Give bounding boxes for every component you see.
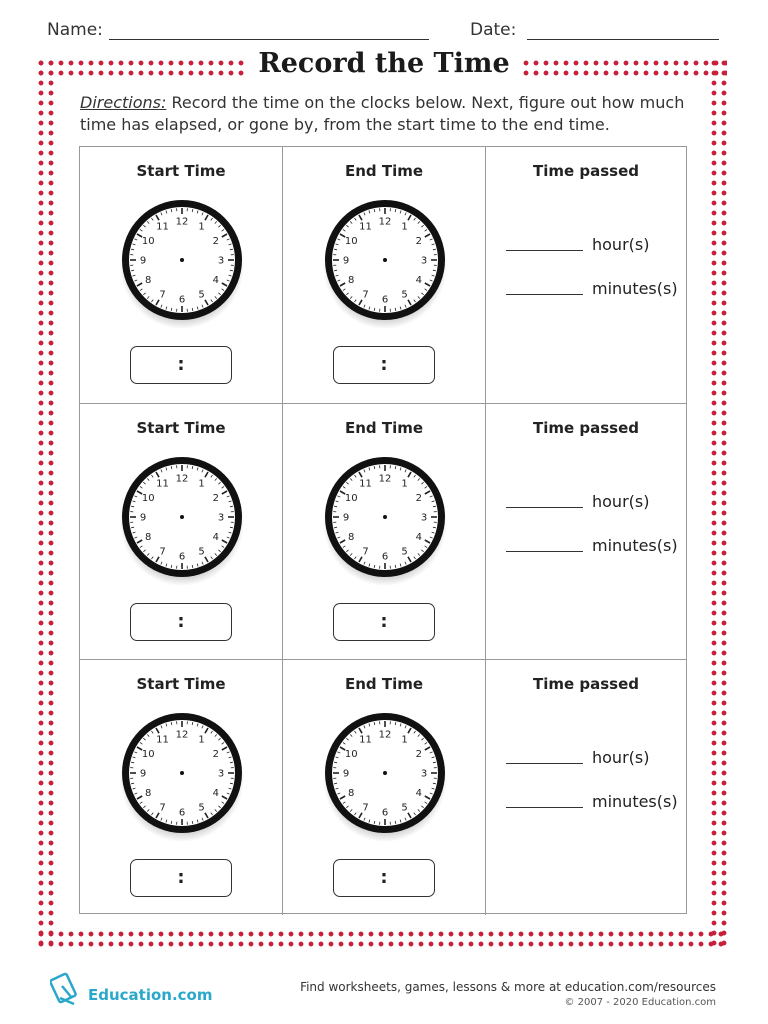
directions (80, 92, 700, 136)
time-passed-cell (486, 147, 686, 403)
minutes-label: minutes(s) (592, 279, 678, 298)
minutes-answer-line[interactable] (506, 807, 583, 808)
start-time-input[interactable]: : (130, 603, 232, 641)
clock-number: 11 (359, 221, 372, 233)
pencil-paper-icon (50, 970, 84, 1006)
date-label: Date: (470, 20, 517, 40)
clock-number: 12 (175, 216, 189, 228)
clock-number: 1 (198, 478, 205, 490)
footer-copyright: © 2007 - 2020 Education.com (564, 997, 716, 1008)
clock-number: 8 (145, 788, 152, 799)
clock-number: 8 (348, 275, 355, 286)
clock-number: 6 (178, 807, 186, 819)
clock-number: 7 (159, 289, 166, 301)
clock-number: 10 (141, 236, 155, 247)
clock-number: 1 (401, 221, 408, 233)
page-title: Record the Time (258, 48, 510, 79)
clock-number: 1 (198, 734, 205, 746)
clock-number: 8 (145, 275, 152, 286)
clock-number: 10 (141, 493, 155, 504)
start-time-heading: Start Time (136, 675, 226, 693)
dotted-border-bottom (38, 931, 727, 947)
clock-number: 3 (217, 255, 225, 267)
clock-number: 2 (212, 236, 219, 247)
clock-number: 2 (415, 493, 422, 504)
end-time-cell (283, 660, 486, 915)
minutes-label: minutes(s) (592, 536, 678, 555)
clock-number: 7 (362, 802, 369, 814)
clock-number: 2 (415, 749, 422, 760)
clock-number: 8 (348, 788, 355, 799)
name-field-line[interactable] (109, 39, 429, 40)
hours-label: hour(s) (592, 492, 650, 511)
time-passed-cell (486, 404, 686, 659)
clock-number: 1 (401, 734, 408, 746)
clock-number: 5 (401, 802, 408, 814)
clock-number: 11 (156, 478, 169, 490)
problem-row-3 (80, 659, 686, 915)
time-passed-heading: Time passed (532, 162, 640, 180)
time-passed-heading: Time passed (532, 675, 640, 693)
hours-answer-line[interactable] (506, 763, 583, 764)
end-time-cell (283, 147, 486, 403)
minutes-label: minutes(s) (592, 792, 678, 811)
directions-text: Record the time on the clocks below. Next, figure out how much time has elapsed, or gone by, from the start time to the end time. (80, 93, 685, 134)
clock-number: 8 (348, 532, 355, 543)
problem-row-2 (80, 403, 686, 659)
clock-number: 3 (217, 512, 225, 524)
clock-number: 3 (420, 768, 428, 780)
clock-number: 4 (415, 532, 422, 543)
clock-face-icon (119, 710, 245, 842)
clock-number: 5 (401, 546, 408, 558)
clock-number: 5 (198, 289, 205, 301)
hours-answer-line[interactable] (506, 507, 583, 508)
header (47, 18, 727, 44)
clock-number: 5 (198, 802, 205, 814)
clock-number: 5 (401, 289, 408, 301)
clock-number: 3 (420, 512, 428, 524)
education-logo[interactable] (50, 970, 213, 1010)
clock-number: 4 (212, 275, 219, 286)
clock-number: 9 (342, 255, 350, 267)
clock-number: 3 (217, 768, 225, 780)
dotted-border-right (711, 60, 727, 947)
minutes-answer-line[interactable] (506, 294, 583, 295)
clock-number: 3 (420, 255, 428, 267)
clock-number: 11 (156, 221, 169, 233)
clock-number: 9 (139, 512, 147, 524)
clock-number: 2 (212, 493, 219, 504)
clock-number: 6 (178, 294, 186, 306)
clock-number: 7 (159, 802, 166, 814)
clock-number: 9 (342, 512, 350, 524)
start-time-heading: Start Time (136, 419, 226, 437)
clock-number: 4 (415, 788, 422, 799)
start-time-heading: Start Time (136, 162, 226, 180)
end-time-heading: End Time (344, 162, 424, 180)
clock-number: 5 (198, 546, 205, 558)
clock-number: 1 (198, 221, 205, 233)
clock-number: 9 (342, 768, 350, 780)
hours-answer-line[interactable] (506, 250, 583, 251)
logo-text: Education.com (88, 986, 213, 1004)
start-time-cell (80, 147, 283, 403)
clock-number: 7 (362, 289, 369, 301)
date-field-line[interactable] (527, 39, 719, 40)
problem-row-1 (80, 147, 686, 403)
clock-face-icon (119, 454, 245, 586)
name-label: Name: (47, 20, 103, 40)
start-time-cell (80, 660, 283, 915)
clock-number: 1 (401, 478, 408, 490)
footer-resources-text: Find worksheets, games, lessons & more at education.com/resources (300, 980, 716, 994)
end-time-cell (283, 404, 486, 659)
end-time-input[interactable]: : (333, 346, 435, 384)
clock-number: 6 (381, 294, 389, 306)
clock-number: 11 (359, 734, 372, 746)
clock-number: 12 (378, 216, 392, 228)
clock-number: 7 (159, 546, 166, 558)
clock-number: 4 (415, 275, 422, 286)
clock-number: 12 (175, 729, 189, 741)
clock-number: 9 (139, 768, 147, 780)
directions-label: Directions: (80, 93, 167, 112)
end-time-heading: End Time (344, 419, 424, 437)
start-time-input[interactable]: : (130, 859, 232, 897)
clock-number: 12 (378, 729, 392, 741)
start-time-cell (80, 404, 283, 659)
clock-face-icon (119, 197, 245, 329)
clock-number: 6 (381, 807, 389, 819)
clock-face-icon (322, 197, 448, 329)
end-time-heading: End Time (344, 675, 424, 693)
clock-number: 4 (212, 532, 219, 543)
end-time-input[interactable]: : (333, 859, 435, 897)
clock-number: 6 (381, 551, 389, 563)
clock-face-icon (322, 710, 448, 842)
dotted-border-left (38, 60, 54, 947)
hours-label: hour(s) (592, 235, 650, 254)
clock-number: 9 (139, 255, 147, 267)
clock-number: 7 (362, 546, 369, 558)
clock-number: 4 (212, 788, 219, 799)
clock-number: 10 (344, 493, 358, 504)
clock-number: 11 (156, 734, 169, 746)
clock-number: 2 (415, 236, 422, 247)
end-time-input[interactable]: : (333, 603, 435, 641)
clock-number: 12 (175, 473, 189, 485)
clock-number: 10 (344, 749, 358, 760)
time-passed-cell (486, 660, 686, 915)
clock-number: 2 (212, 749, 219, 760)
clock-number: 8 (145, 532, 152, 543)
clock-number: 10 (141, 749, 155, 760)
hours-label: hour(s) (592, 748, 650, 767)
clock-number: 12 (378, 473, 392, 485)
minutes-answer-line[interactable] (506, 551, 583, 552)
clock-number: 10 (344, 236, 358, 247)
clock-number: 11 (359, 478, 372, 490)
clock-number: 6 (178, 551, 186, 563)
clock-face-icon (322, 454, 448, 586)
start-time-input[interactable]: : (130, 346, 232, 384)
worksheet-grid (79, 146, 687, 914)
time-passed-heading: Time passed (532, 419, 640, 437)
